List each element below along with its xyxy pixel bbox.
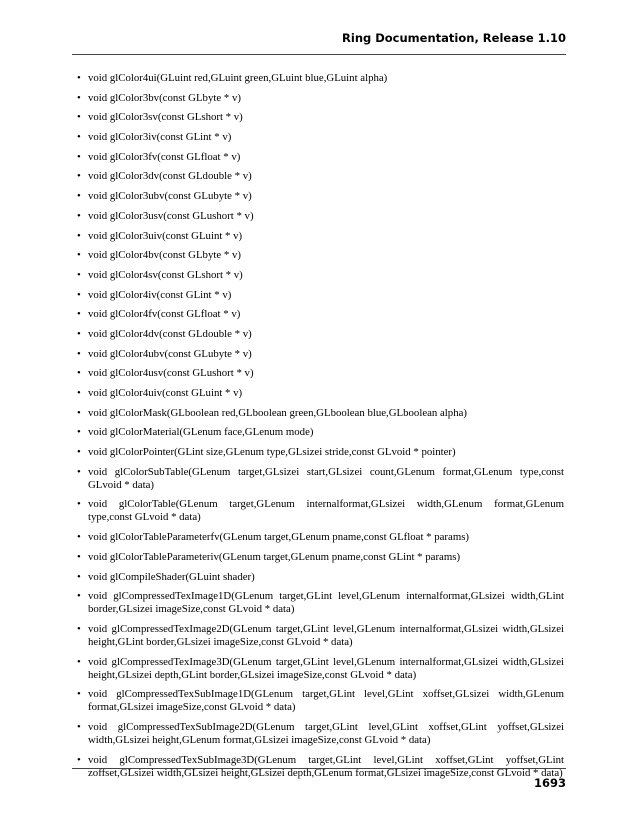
list-item: • void glColor3bv(const GLbyte * v) [88,92,564,105]
list-item: • void glCompileShader(GLuint shader) [88,571,564,584]
list-item: • void glCompressedTexSubImage3D(GLenum target,GLint level,GLint xoffset,GLint yoffset,GLint zoffset,GLsizei width,GLsizei height,GLsizei depth,GLenum format,GLsizei imageSize,const GLvoid * data) [88,754,564,780]
list-item: • void glColor3fv(const GLfloat * v) [88,151,564,164]
list-item: • void glColorPointer(GLint size,GLenum type,GLsizei stride,const GLvoid * pointer) [88,446,564,459]
list-item: • void glColor4ubv(const GLubyte * v) [88,348,564,361]
list-item: • void glCompressedTexImage1D(GLenum target,GLint level,GLenum internalformat,GLsizei width,GLint border,GLsizei imageSize,const GLvoid * data) [88,590,564,616]
list-item: • void glColor4bv(const GLbyte * v) [88,249,564,262]
list-item: • void glColor4uiv(const GLuint * v) [88,387,564,400]
list-item: • void glColorMask(GLboolean red,GLboolean green,GLboolean blue,GLboolean alpha) [88,407,564,420]
list-item: • void glColor3ubv(const GLubyte * v) [88,190,564,203]
list-item: • void glColor3dv(const GLdouble * v) [88,170,564,183]
list-item: • void glCompressedTexSubImage1D(GLenum target,GLint level,GLint xoffset,GLsizei width,GLenum format,GLsizei imageSize,const GLvoid * data) [88,688,564,714]
list-item: • void glColor4usv(const GLushort * v) [88,367,564,380]
function-list [88,72,564,786]
list-item: • void glColor4iv(const GLint * v) [88,289,564,302]
list-item: • void glColor3usv(const GLushort * v) [88,210,564,223]
page-number: 1693 [533,776,566,790]
list-item: • void glColorTableParameteriv(GLenum target,GLenum pname,const GLint * params) [88,551,564,564]
list-item: • void glColor3iv(const GLint * v) [88,131,564,144]
list-item: • void glColor4fv(const GLfloat * v) [88,308,564,321]
list-item: • void glColorTable(GLenum target,GLenum internalformat,GLsizei width,GLenum format,GLenum type,const GLvoid * data) [88,498,564,524]
list-item: • void glColor4ui(GLuint red,GLuint green,GLuint blue,GLuint alpha) [88,72,564,85]
footer-divider [72,768,566,769]
header-divider [72,54,566,55]
list-item: • void glColor3uiv(const GLuint * v) [88,230,564,243]
list-item: • void glColor4sv(const GLshort * v) [88,269,564,282]
list-item: • void glCompressedTexImage2D(GLenum target,GLint level,GLenum internalformat,GLsizei width,GLsizei height,GLint border,GLsizei imageSize,const GLvoid * data) [88,623,564,649]
list-item: • void glColorTableParameterfv(GLenum target,GLenum pname,const GLfloat * params) [88,531,564,544]
list-item: • void glCompressedTexSubImage2D(GLenum target,GLint level,GLint xoffset,GLint yoffset,GLsizei width,GLsizei height,GLenum format,GLsizei imageSize,const GLvoid * data) [88,721,564,747]
list-item: • void glColor3sv(const GLshort * v) [88,111,564,124]
list-item: • void glColorMaterial(GLenum face,GLenum mode) [88,426,564,439]
list-item: • void glColorSubTable(GLenum target,GLsizei start,GLsizei count,GLenum format,GLenum type,const GLvoid * data) [88,466,564,492]
list-item: • void glCompressedTexImage3D(GLenum target,GLint level,GLenum internalformat,GLsizei width,GLsizei height,GLsizei depth,GLint border,GLsizei imageSize,const GLvoid * data) [88,656,564,682]
list-item: • void glColor4dv(const GLdouble * v) [88,328,564,341]
running-header: Ring Documentation, Release 1.10 [342,31,566,45]
